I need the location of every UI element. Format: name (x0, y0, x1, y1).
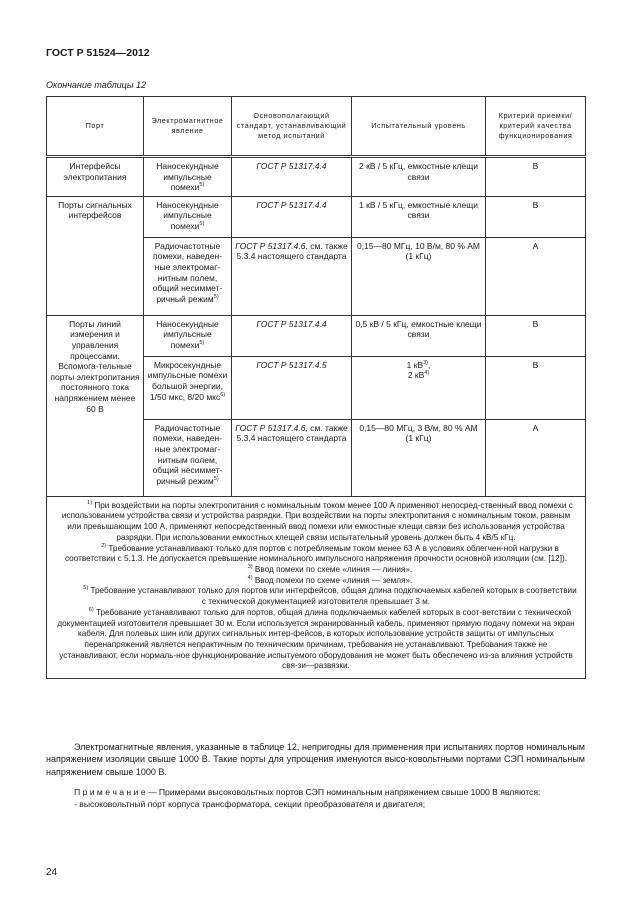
table-header-row (47, 97, 586, 157)
footnote-ref: 5) (199, 220, 205, 227)
standard-cell: ГОСТ Р 51317.4.4 (232, 315, 352, 356)
note-mark: 2) (101, 542, 107, 549)
level-cell: 2 кВ / 5 кГц, емкостные клещи связи (352, 157, 486, 197)
table-row (47, 196, 586, 237)
standard-text: ГОСТ Р 51317.4.6, (235, 240, 308, 251)
phenomenon-cell (144, 237, 232, 315)
header-phenomenon: Электромагнитное явление (144, 97, 232, 157)
header-standard: Основополагающий стандарт, устанавливающий метод испытаний (232, 97, 352, 157)
footnote-ref: 4) (424, 370, 430, 377)
footnote-ref: 6) (220, 391, 226, 398)
phenomenon-text: Наносекундные импульсные помехи (156, 199, 219, 231)
standard-cell (232, 419, 352, 496)
note-list-item: - высоковольтный порт корпуса трансформатора, секции преобразователя и двигателя; (74, 798, 426, 809)
footnote-ref: 3) (423, 359, 428, 366)
header-level: Испытательный уровень (352, 97, 486, 157)
level-cell: 0,15—80 МГц, 3 В/м, 80 % АМ (1 кГц) (352, 419, 486, 496)
phenomenon-text: Радиочастотные помехи, наведен-ные электромаг-нитным полем, общий несиммет-ричный режим (152, 422, 223, 486)
notes-row (47, 496, 586, 678)
port-cell: Порты сигнальных интерфейсов (47, 196, 144, 315)
note-mark: 3) (247, 564, 253, 570)
phenomenon-text: Наносекундные импульсные помехи (156, 318, 219, 350)
note-text: Ввод помехи по схеме «линия — земля». (254, 575, 413, 585)
paragraph-text: Электромагнитные явления, указанные в таблице 12, непригодны для применения при испытаниях портов номинальным напряжением изоляции свыше 1000 В. Такие порты для упрощения именуются высо-ковольтными портами СЭП номинальным напряжением свыше 1000 В. (46, 742, 585, 777)
level-cell: 0,15—80 МГц, 10 В/м, 80 % АМ (1 кГц) (352, 237, 486, 315)
note-item (55, 586, 577, 607)
note-text: — Примерами высоковольтных портов СЭП номинальным напряжением свыше 1000 В являются: (145, 787, 541, 797)
note-text: Ввод помехи по схеме «линия — линия». (254, 565, 413, 574)
level-line-a: 1 кВ (406, 359, 424, 370)
port-cell: Интерфейсы электропитания (47, 157, 144, 197)
criterion-cell: В (486, 315, 586, 356)
note-item (55, 565, 577, 576)
standard-cell: ГОСТ Р 51317.4.4 (232, 157, 352, 197)
table-row (47, 315, 586, 356)
body-paragraph (46, 741, 585, 778)
note-mark: 4) (247, 574, 253, 581)
phenomenon-cell (144, 196, 232, 237)
standard-text: ГОСТ Р 51317.4.6, (235, 422, 308, 433)
level-cell: 1 кВ / 5 кГц, емкостные клещи связи (352, 196, 486, 237)
header-port: Порт (47, 97, 144, 157)
standard-extra: см. также 5.3.4 настоящего стандарта (236, 240, 348, 262)
standard-extra: см. также 5.3.4 настоящего стандарта (236, 422, 348, 444)
criterion-cell: А (486, 419, 586, 496)
phenomenon-text: Наносекундные импульсные помехи (156, 161, 219, 193)
phenomenon-text: Радиочастотные помехи, наведен-ные электромаг-нитным полем, общий несиммет-ричный режим (152, 240, 223, 304)
note-paragraph (46, 787, 585, 799)
criterion-cell: В (486, 157, 586, 197)
note-text: При воздействии на порты электропитания с номинальным током менее 100 А применяют непосред-ственный ввод помехи с использованием устройства связи и устройства разрядки. При воздействии на порты электропитания с номинальным током, равным или превышающим 100 А, применяют непосредственный ввод помехи или емкостные клещи связи без использования устройства разрядки. При использовании емкостных клещей связи испытательный уровень должен быть 4 кВ/5 кГц. (61, 500, 573, 542)
note-text: Требование устанавливают только для портов с потребляемым током менее 63 А в условиях облегчен-ной нагрузки в соответствии с 5.1.3. Не допускается превышение номинального импульсного напряжения прочности основной изоляции (см. [12]). (65, 543, 567, 564)
phenomenon-cell (144, 356, 232, 419)
criterion-cell: А (486, 237, 586, 315)
note-item (55, 608, 577, 672)
note-text: Требование устанавливают только для портов, общая длина подключаемых кабелей которых в соот-ветствии с технической документацией изготовителя превышает 30 м. Если используется экранированный кабель, применяют прямую подачу помехи на экран кабеля. Для полевых шин или других сигнальных интер-фейсов, в которых использование устройств защиты от импульсных перенапряжений является непрактичным по техническим причинам, требования не устанавливают. Требования также не устанавливают, если нормаль-ное функционирование испытуемого оборудования не может быть обеспечено из-за влияния устройств свя-зи—развязки. (57, 607, 575, 671)
note-item (55, 544, 577, 565)
table-caption: Окончание таблицы 12 (46, 80, 146, 90)
phenomenon-cell (144, 157, 232, 197)
note-item (55, 501, 577, 544)
table-row (47, 157, 586, 197)
note-block (46, 787, 585, 810)
level-cell: 1 $кВ^{3)}$, 2 $кВ^{4)}$ (352, 356, 486, 419)
footnote-ref: 5) (199, 339, 205, 346)
document-header: ГОСТ Р 51524—2012 (46, 47, 150, 59)
table-notes (47, 496, 586, 678)
footnote-ref: 5) (213, 293, 219, 300)
standard-cell: ГОСТ Р 51317.4.5 (232, 356, 352, 419)
footnote-ref: 5) (213, 475, 219, 482)
port-cell: Порты линий измерения и управления процессами. Вспомога-тельные порты электропитания постоянного тока напряжением менее 60 В (47, 315, 144, 496)
standard-cell (232, 237, 352, 315)
note-item (55, 576, 577, 587)
header-criterion: Критерий приемки/ критерий качества функционирования (486, 97, 586, 157)
note-text: Требование устанавливают только для портов или интерфейсов, общая длина подключаемых кабелей которых в соответствии с технической документацией изготовителя превышает 3 м. (90, 586, 577, 607)
phenomenon-cell (144, 419, 232, 496)
phenomenon-cell (144, 315, 232, 356)
note-mark: 1) (87, 499, 93, 506)
criterion-cell: В (486, 356, 586, 419)
page-number: 24 (46, 867, 58, 878)
level-line-b: 2 кВ (407, 370, 425, 381)
phenomenon-text: Микросекундные импульсные помехи большой энергии, 1/50 мкс, 8/20 мкс (147, 359, 228, 402)
note-mark: 5) (83, 585, 89, 592)
standard-cell: ГОСТ Р 51317.4.4 (232, 196, 352, 237)
footnote-ref: 5) (199, 182, 205, 189)
criterion-cell: В (486, 196, 586, 237)
emc-test-table (46, 96, 586, 679)
level-cell: 0,5 кВ / 5 кГц, емкостные клещи связи (352, 315, 486, 356)
note-label: П р и м е ч а н и е (74, 787, 146, 797)
note-mark: 6) (88, 606, 94, 613)
